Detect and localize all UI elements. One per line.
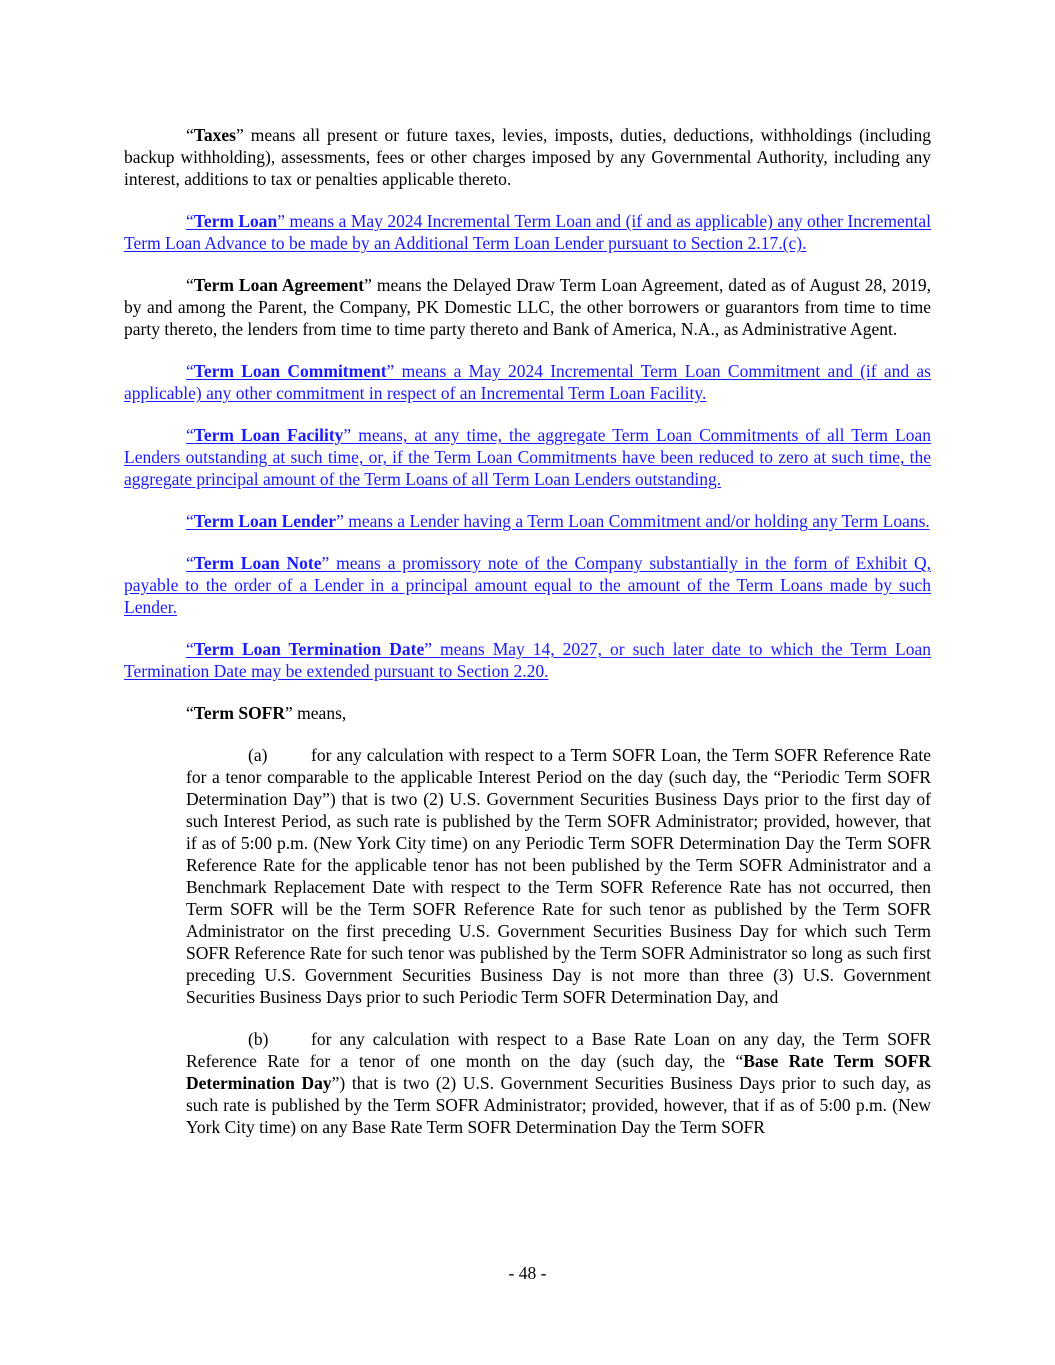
document-page — [124, 124, 931, 1158]
defined-term: Term Loan Note — [193, 553, 322, 573]
defined-term: Term Loan Facility — [193, 425, 344, 445]
definition-taxes: “Taxes” means all present or future taxes, levies, imposts, duties, deductions, withholdings (including backup withholding), assessments, fees or other charges imposed by any Governmental Authority, including any interest, additions to tax or penalties applicable thereto. — [124, 125, 931, 189]
definition-term-loan-commitment: “Term Loan Commitment” means a May 2024 Incremental Term Loan Commitment and (if and as applicable) any other commitment in respect of an Incremental Term Loan Facility. — [124, 361, 931, 403]
defined-term: Term Loan Lender — [193, 511, 337, 531]
defined-term: Term Loan Agreement — [193, 275, 365, 295]
defined-term: Base Rate Term SOFR Determination Day — [186, 1051, 931, 1093]
definition-term-loan: “Term Loan” means a May 2024 Incremental Term Loan and (if and as applicable) any other Incremental Term Loan Advance to be made by an Additional Term Loan Lender pursuant to Section 2.17.(c). — [124, 211, 931, 253]
clause-b: (b) for any calculation with respect to a Base Rate Loan on any day, the Term SOFR Reference Rate for a tenor of one month on the day (such day, the “Base Rate Term SOFR Determination Day”) that is two (2) U.S. Government Securities Business Days prior to such day, as such rate is published by the Term SOFR Administrator; provided, however, that if as of 5:00 p.m. (New York City time) on any Base Rate Term SOFR Determination Day the Term SOFR — [186, 1029, 931, 1137]
definition-term-loan-termination-date: “Term Loan Termination Date” means May 14, 2027, or such later date to which the Term Loan Termination Date may be extended pursuant to Section 2.20. — [124, 639, 932, 681]
definition-term-loan-facility: “Term Loan Facility” means, at any time, the aggregate Term Loan Commitments of all Term Loan Lenders outstanding at such time, or, if the Term Loan Commitments have been reduced to zero at such time, the aggregate principal amount of the Term Loans of all Term Loan Lenders outstanding. — [124, 425, 931, 489]
definition-term-loan-agreement: “Term Loan Agreement” means the Delayed Draw Term Loan Agreement, dated as of August 28, 2019, by and among the Parent, the Company, PK Domestic LLC, the other borrowers or guarantors from time to time party thereto, the lenders from time to time party thereto and Bank of America, N.A., as Administrative Agent. — [124, 275, 931, 339]
page-number: - 48 - — [508, 1263, 547, 1283]
clause-label: (b) — [248, 1029, 269, 1049]
clause-a — [186, 744, 931, 1008]
defined-term: Term Loan Termination Date — [193, 639, 425, 659]
defined-term: Term SOFR — [193, 703, 286, 723]
definition-term-loan-lender: “Term Loan Lender” means a Lender having a Term Loan Commitment and/or holding any Term Loans. — [186, 511, 930, 531]
defined-term: Term Loan Commitment — [193, 361, 387, 381]
clause-label: (a) — [248, 745, 268, 765]
defined-term: Term Loan — [193, 211, 278, 231]
definition-term-loan-note: “Term Loan Note” means a promissory note of the Company substantially in the form of Exhibit Q, payable to the order of a Lender in a principal amount equal to the amount of the Term Loans made by such Lender. — [124, 553, 931, 617]
clause-text: for any calculation with respect to a Term SOFR Loan, the Term SOFR Reference Rate for a tenor comparable to the applicable Interest Period on the day (such day, the “Periodic Term SOFR Determination Day”) that is two (2) U.S. Government Securities Business Days prior to the first day of such Interest Period, as such rate is published by the Term SOFR Administrator; provided, however, that if as of 5:00 p.m. (New York City time) on any Periodic Term SOFR Determination Day the Term SOFR Reference Rate for the applicable tenor has not been published by the Term SOFR Administrator and a Benchmark Replacement Date with respect to the Term SOFR Reference Rate has not occurred, then Term SOFR will be the Term SOFR Reference Rate for such tenor as published by the Term SOFR Administrator on the first preceding U.S. Government Securities Business Day for which such Term SOFR Reference Rate for such tenor was published by the Term SOFR Administrator so long as such first preceding U.S. Government Securities Business Day is not more than three (3) U.S. Government Securities Business Days prior to such Periodic Term SOFR Determination Day, and — [186, 745, 931, 1007]
definition-term-sofr: “Term SOFR” means, — [186, 703, 347, 723]
defined-term: Taxes — [193, 125, 236, 145]
